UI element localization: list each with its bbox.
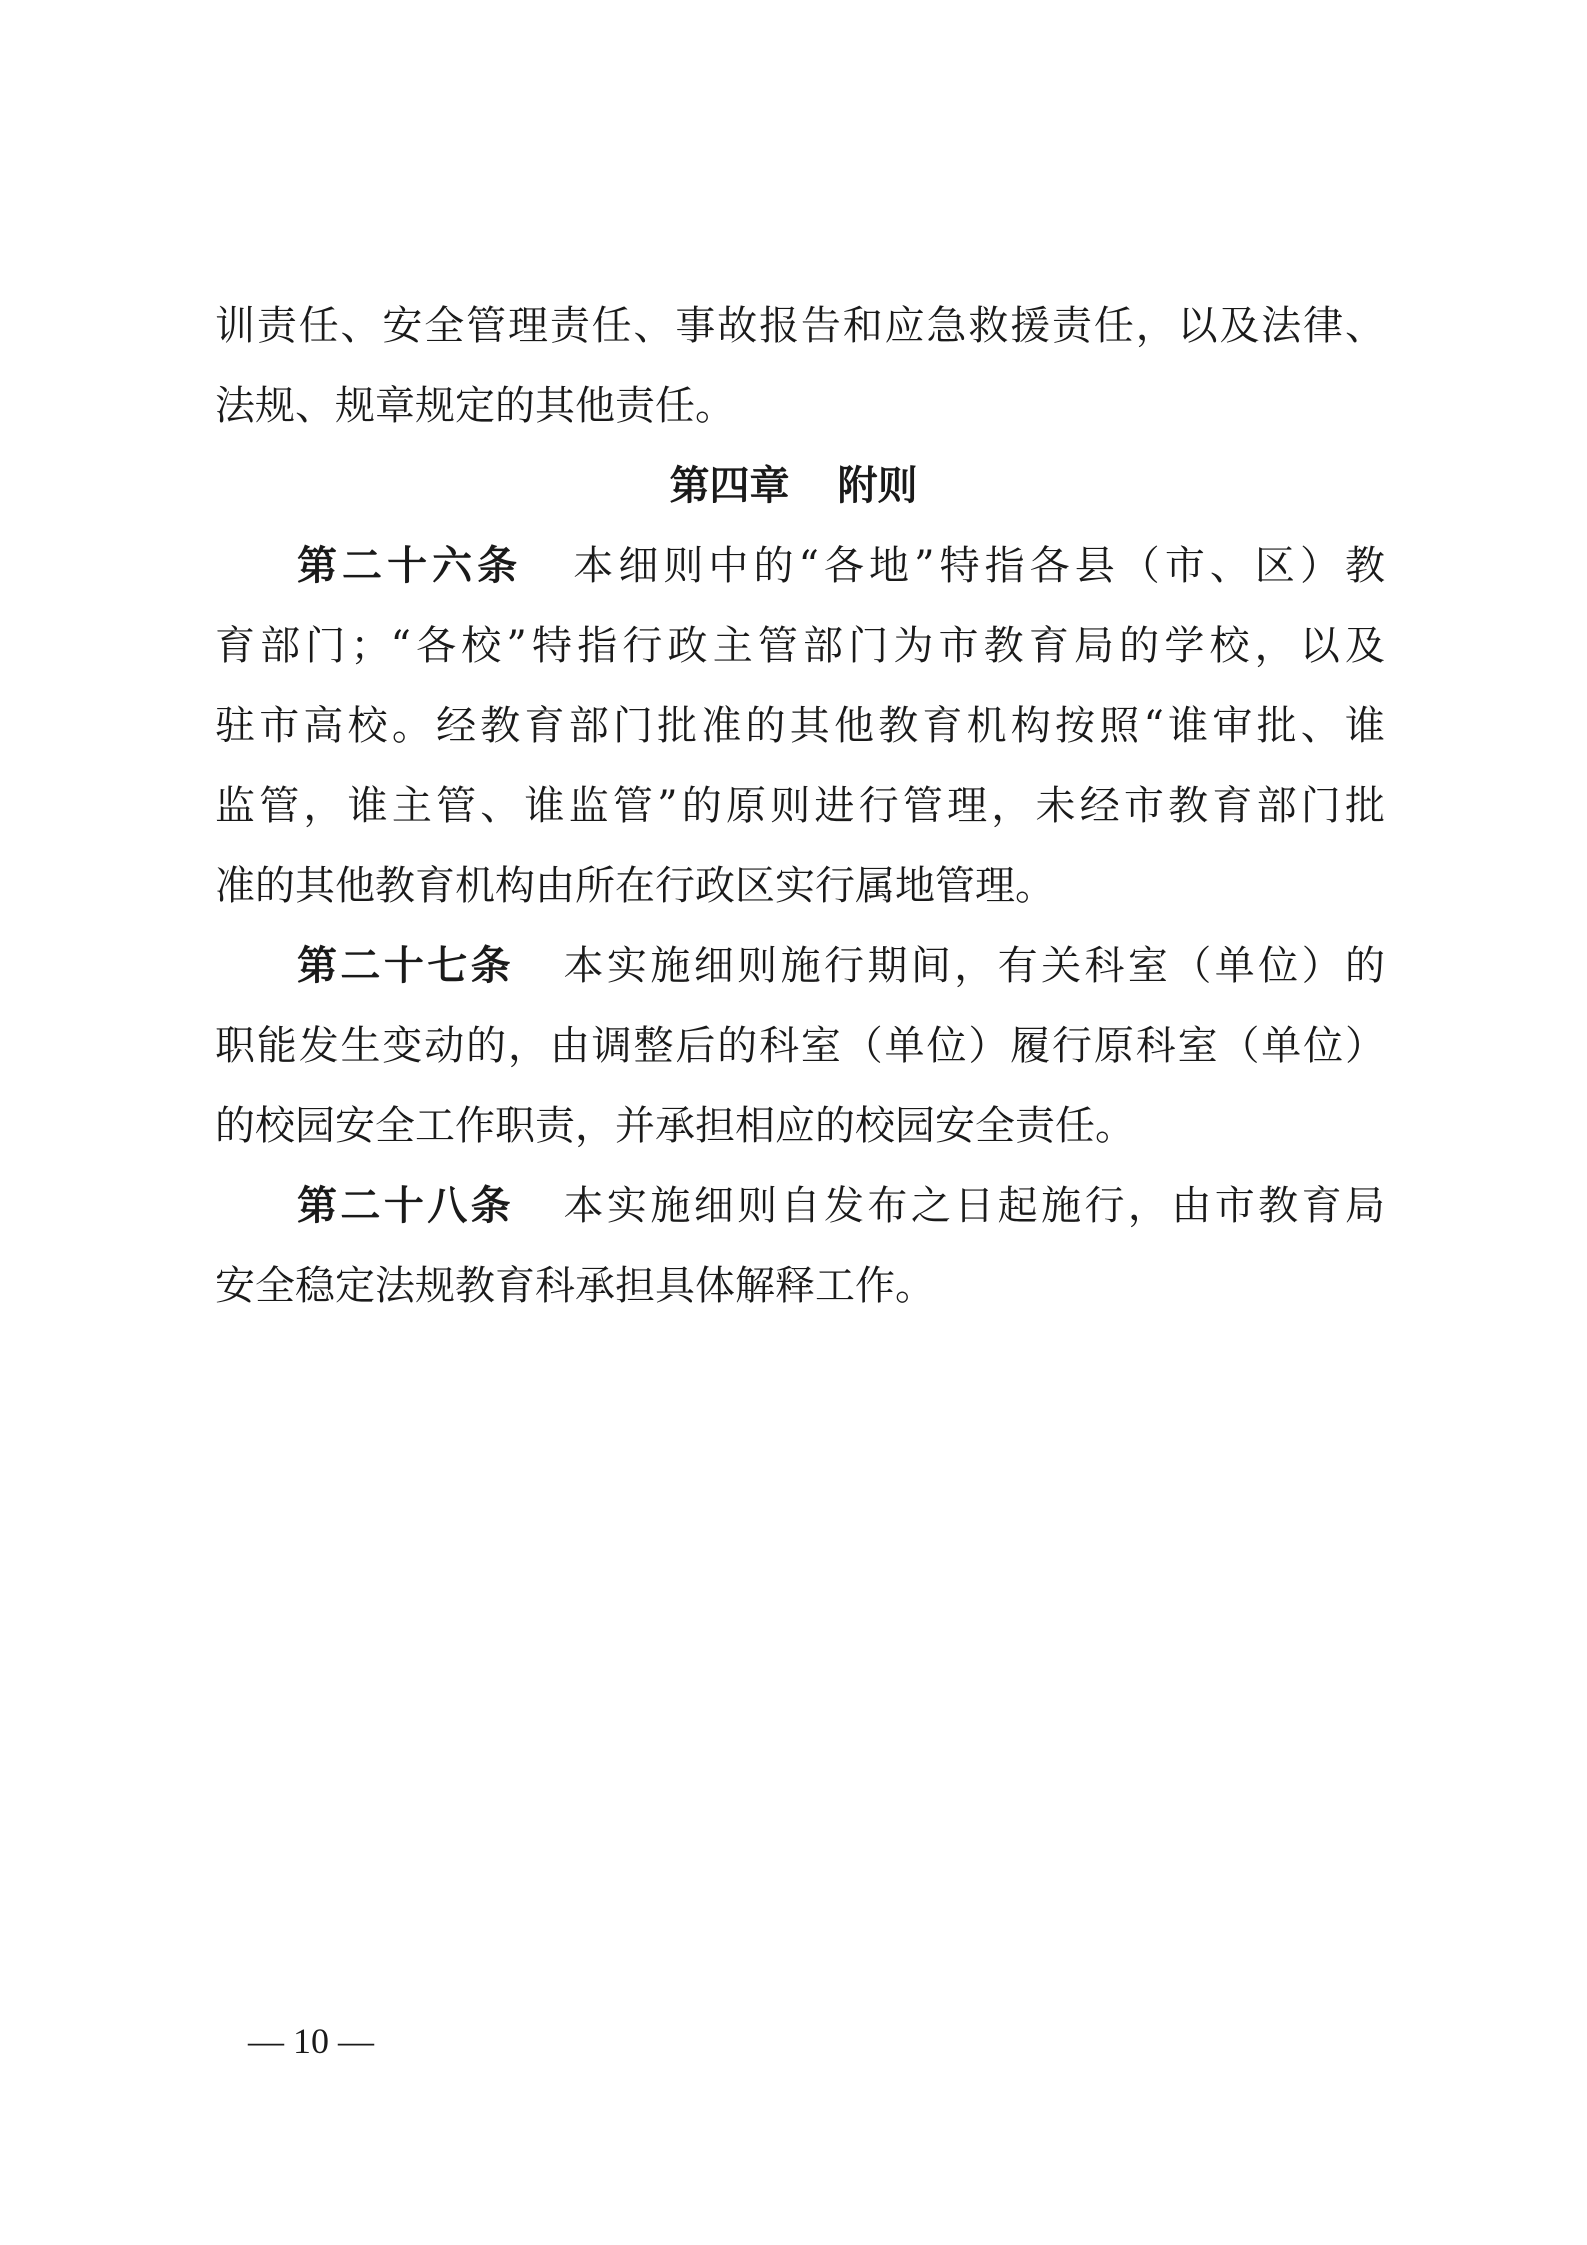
article-26-label: 第二十六条 (297, 543, 523, 589)
article-26-line-1 (297, 536, 1385, 596)
article-28-line-1 (297, 1176, 1385, 1236)
chapter-subtitle: 附则 (837, 463, 918, 509)
article-27-line-3: 的校园安全工作职责，并承担相应的校园安全责任。 (215, 1103, 1135, 1149)
chapter-title: 第四章 (669, 463, 790, 509)
article-26-line-4: 监管，谁主管、谁监管”的原则进行管理，未经市教育部门批 (215, 783, 1385, 829)
article-28-text-1: 本实施细则自发布之日起施行，由市教育局 (560, 1183, 1385, 1229)
article-26-line-5: 准的其他教育机构由所在行政区实行属地管理。 (215, 863, 1055, 909)
article-27-line-1 (297, 936, 1385, 996)
chapter-heading (0, 456, 1587, 516)
article-26-text-1: 本细则中的“各地”特指各县（市、区）教 (568, 543, 1385, 589)
article-28-label: 第二十八条 (297, 1183, 515, 1229)
continuation-line-2: 法规、规章规定的其他责任。 (215, 383, 735, 429)
article-27-text-1: 本实施细则施行期间，有关科室（单位）的 (560, 943, 1385, 989)
article-27-line-2: 职能发生变动的，由调整后的科室（单位）履行原科室（单位） (215, 1023, 1385, 1069)
article-26-line-2: 育部门；“各校”特指行政主管部门为市教育局的学校，以及 (215, 623, 1385, 669)
article-26-line-3: 驻市高校。经教育部门批准的其他教育机构按照“谁审批、谁 (215, 703, 1385, 749)
article-27-label: 第二十七条 (297, 943, 515, 989)
article-28-line-2: 安全稳定法规教育科承担具体解释工作。 (215, 1263, 935, 1309)
continuation-line-1: 训责任、安全管理责任、事故报告和应急救援责任，以及法律、 (215, 303, 1385, 349)
page-number: — 10 — (248, 2021, 374, 2061)
